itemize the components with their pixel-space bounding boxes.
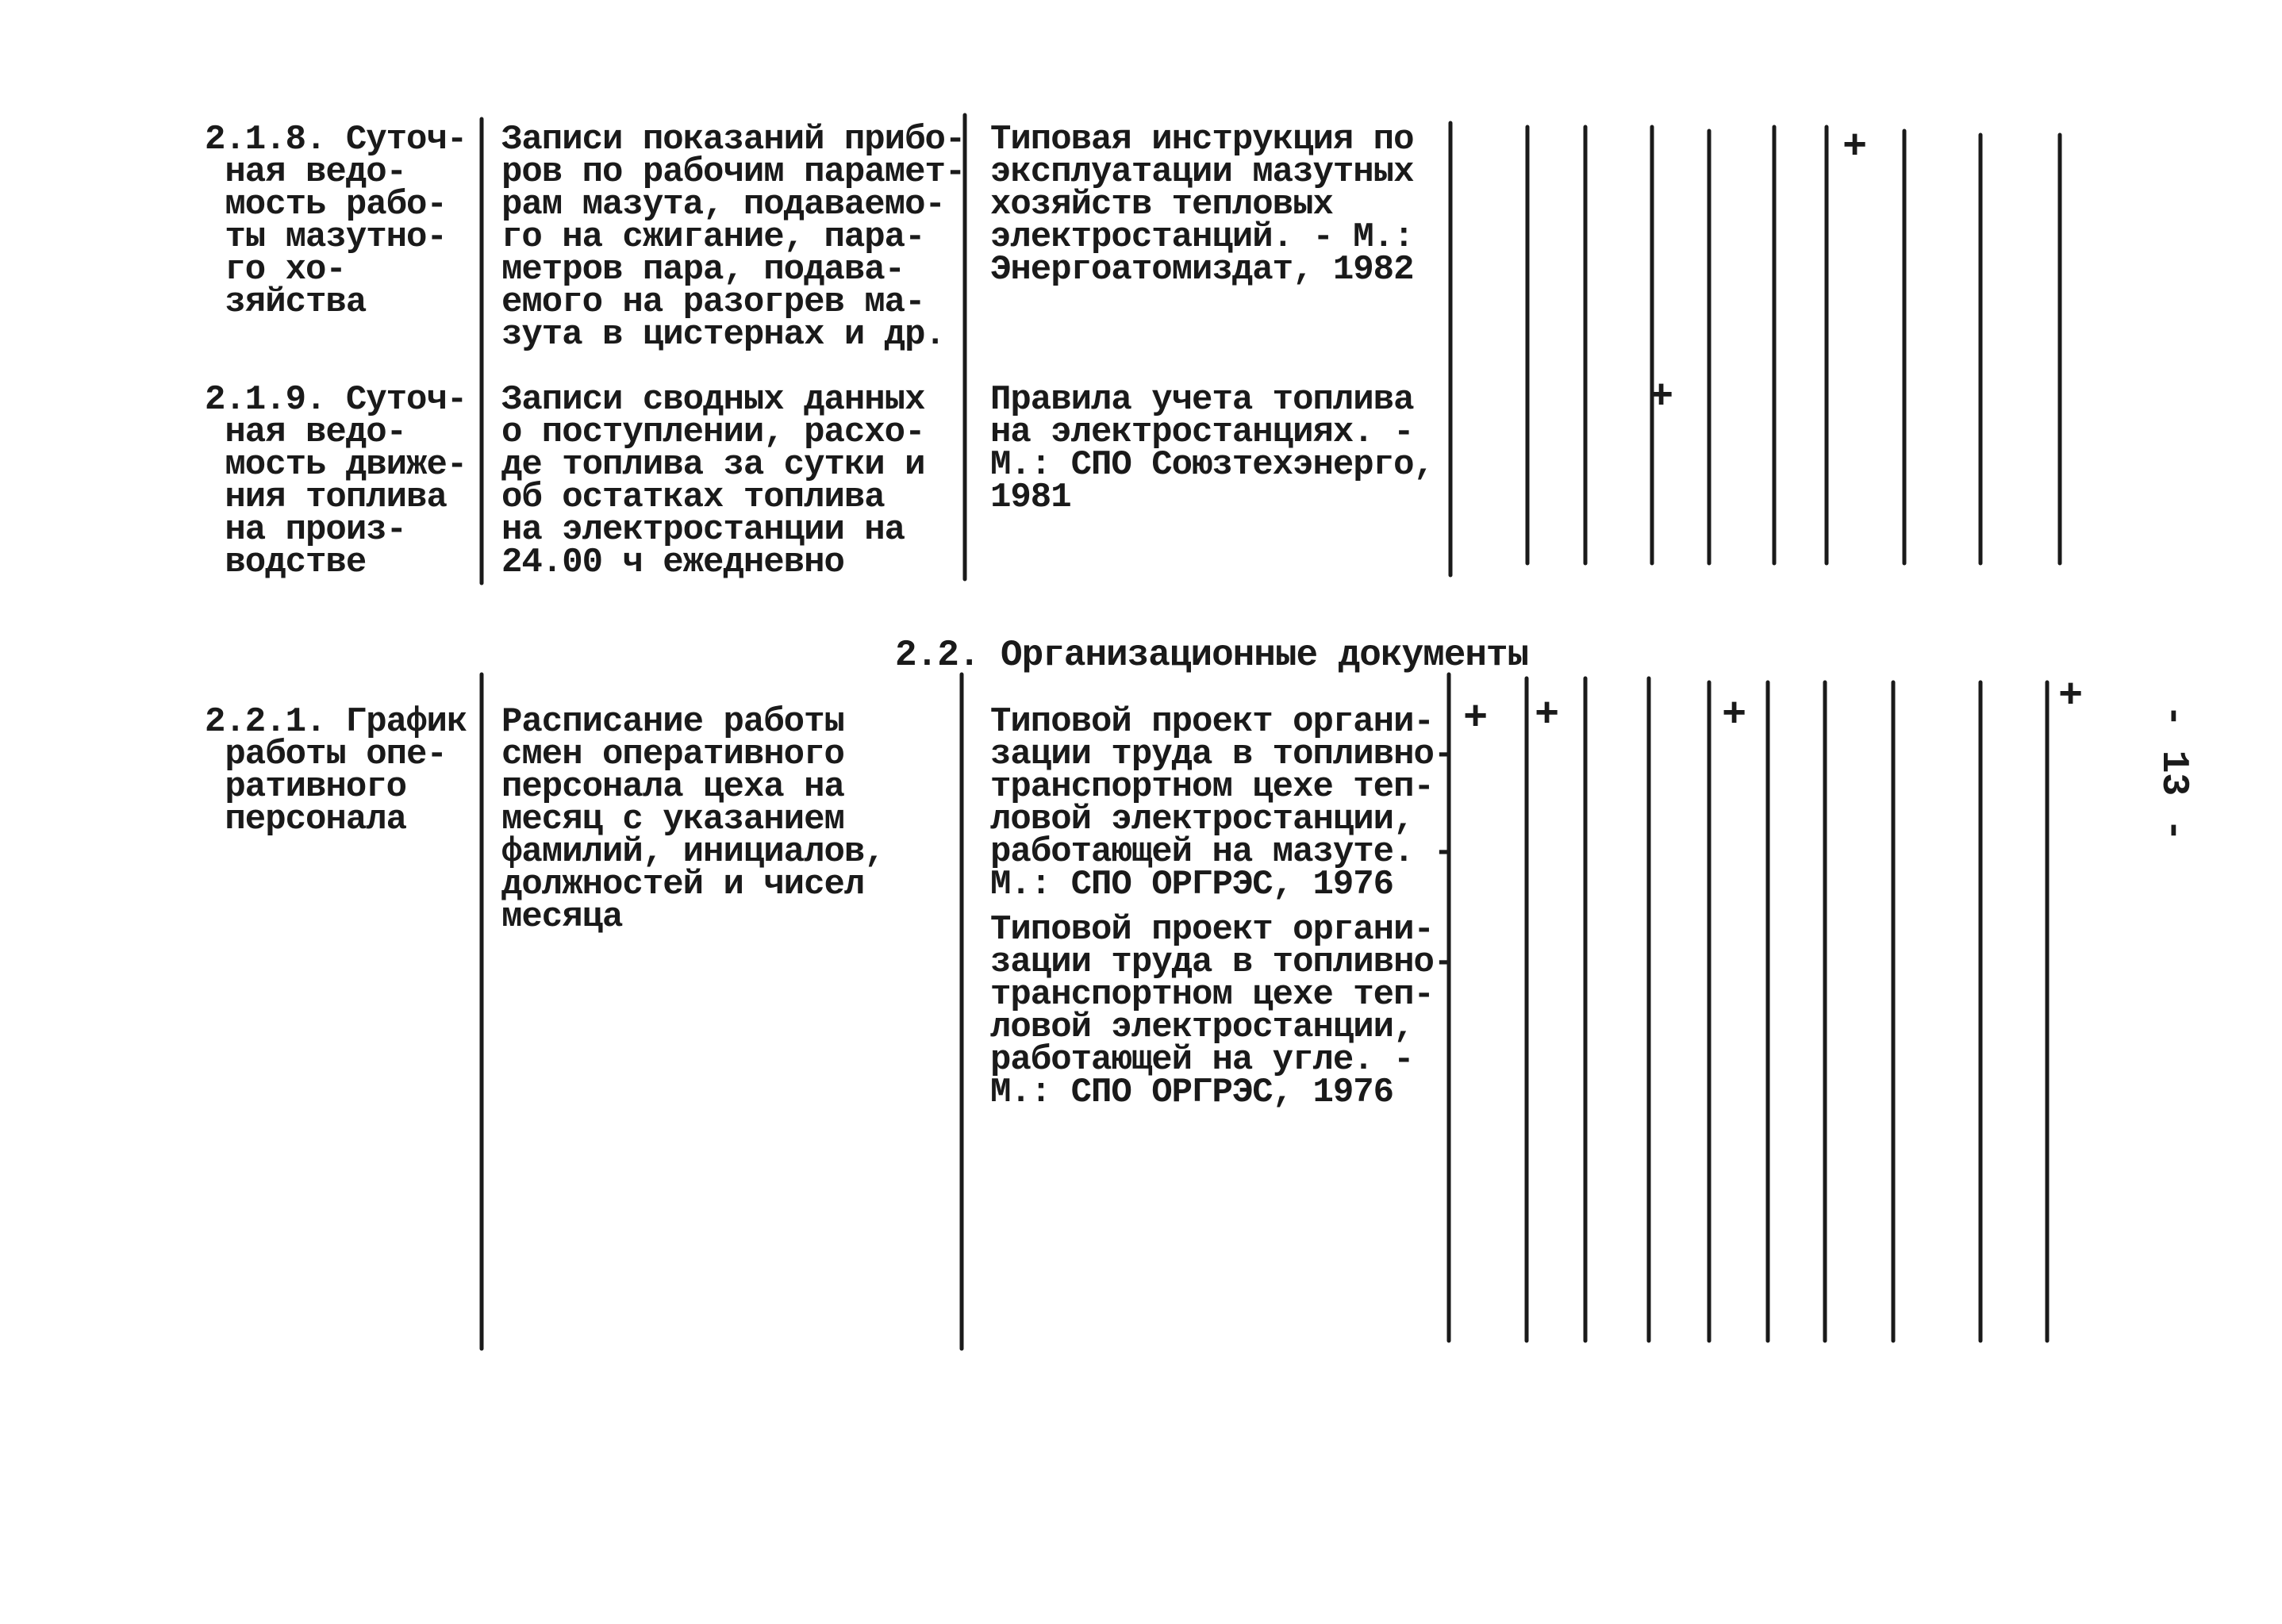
mark-2-1-9: + xyxy=(1649,374,1674,420)
mark-2-2-1-b: + xyxy=(1535,692,1560,739)
row-2-1-8-basis: Типовая инструкция по эксплуатации мазутных хозяйств тепловых электростанций. - М.: Энергоатомиздат, 1982 xyxy=(990,120,1414,290)
mark-2-1-8: + xyxy=(1842,124,1868,171)
page-number: - 13 - xyxy=(2152,705,2195,842)
row-2-2-1-basis-2: Типовой проект органи- зации труда в топливно- транспортном цехе теп- ловой электростанции, работающей на угле. - М.: СПО ОРГРЭС, 1976 xyxy=(990,910,1454,1112)
row-2-2-1-contents: Расписание работы смен оперативного персонала цеха на месяц с указанием фамилий, инициалов, должностей и чисел месяца xyxy=(501,702,885,937)
row-2-1-8-contents: Записи показаний прибо- ров по рабочим парамет- рам мазута, подаваемо- го на сжигание, пара- метров пара, подава- емого на разогрев ма- зута в цистернах и др. xyxy=(501,120,966,355)
row-2-1-9-basis: Правила учета топлива на электростанциях. - М.: СПО Союзтехэнерго, 1981 xyxy=(990,380,1434,517)
mark-2-2-1-a: + xyxy=(1463,695,1489,742)
row-2-1-9-name: 2.1.9. Суточ- ная ведо- мость движе- ния топлива на произ- водстве xyxy=(205,380,467,582)
row-2-1-8-name: 2.1.8. Суточ- ная ведо- мость рабо- ты мазутно- го хо- зяйства xyxy=(205,120,467,322)
section-title: 2.2. Организационные документы xyxy=(895,635,1529,676)
row-2-1-9-contents: Записи сводных данных о поступлении, расхо- де топлива за сутки и об остатках топлива на электростанции на 24.00 ч ежедневно xyxy=(501,380,925,582)
mark-2-2-1-c: + xyxy=(1722,692,1747,739)
row-2-2-1-name: 2.2.1. График работы опе- ративного персонала xyxy=(205,702,467,839)
mark-2-2-1-d: + xyxy=(2058,673,2084,720)
row-2-2-1-basis: Типовой проект органи- зации труда в топливно- транспортном цехе теп- ловой электростанции, работающей на мазуте. - М.: СПО ОРГРЭС, 1976 xyxy=(990,702,1454,904)
